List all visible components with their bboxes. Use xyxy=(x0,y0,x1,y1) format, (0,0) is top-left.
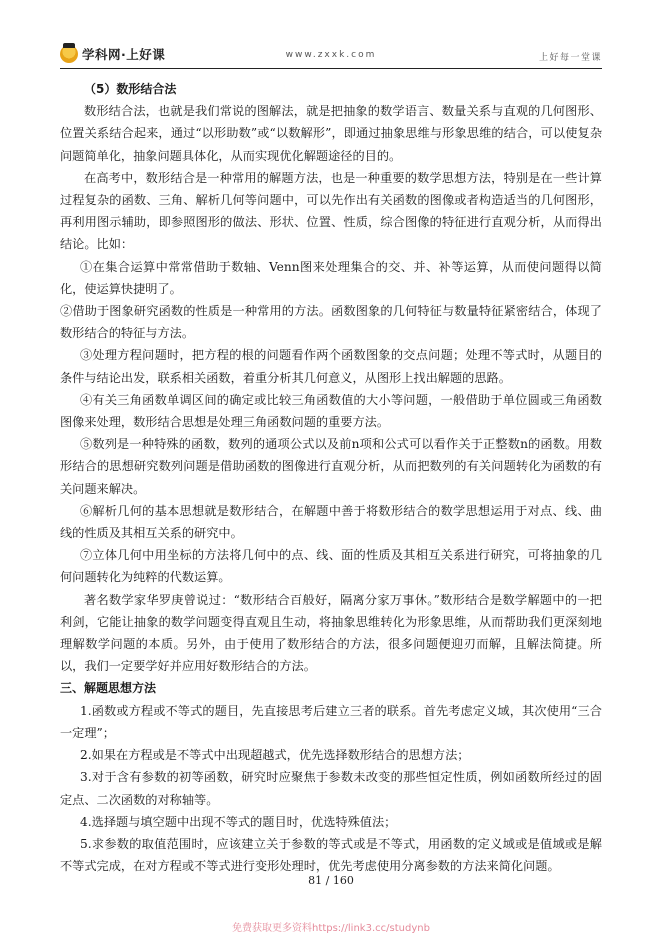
page-number: 81 / 160 xyxy=(308,874,354,887)
list-item: ①在集合运算中常常借助于数轴、Venn图来处理集合的交、并、补等运算，从而使问题得以简化，使运算快捷明了。 xyxy=(60,259,602,296)
header-slogan: 上好每一堂课 xyxy=(538,53,602,63)
tip-item: 4.选择题与填空题中出现不等式的题目时，优选特殊值法； xyxy=(80,814,397,829)
footer-link[interactable]: 免费获取更多资料https://link3.cc/studynb xyxy=(232,923,430,934)
tip-item: 1.函数或方程或不等式的题目，先直接思考后建立三者的联系。首先考虑定义域，其次使用“三合一定理”； xyxy=(60,703,602,740)
paragraph: 著名数学家华罗庚曾说过：“数形结合百般好，隔离分家万事休。”数形结合是数学解题中的一把利剑，它能让抽象的数学问题变得直观且生动，将抽象思维转化为形象思维，从而帮助我们更深刻地理解数学问题的本质。另外，由于使用了数形结合的方法，很多问题便迎刃而解，且解法简捷。所以，我们一定要学好并应用好数形结合的方法。 xyxy=(60,592,602,674)
tip-item: 5.求参数的取值范围时，应该建立关于参数的等式或是不等式，用函数的定义域或是值域或是解不等式完成，在对方程或不等式进行变形处理时，优先考虑使用分离参数的方法来简化问题。 xyxy=(60,836,602,874)
list-item: ③处理方程问题时，把方程的根的问题看作两个函数图象的交点问题；处理不等式时，从题目的条件与结论出发，联系相关函数，着重分析其几何意义，从图形上找出解题的思路。 xyxy=(60,348,602,385)
logo-text: 学科网·上好课 xyxy=(82,47,166,62)
site-url: www.zxxk.com xyxy=(285,50,377,60)
list-item: ⑦立体几何中用坐标的方法将几何中的点、线、面的性质及其相互关系进行研究，可将抽象的几何问题转化为纯粹的代数运算。 xyxy=(60,548,602,585)
section-heading: （5）数形结合法 xyxy=(84,82,177,96)
list-item: ⑥解析几何的基本思想就是数形结合，在解题中善于将数形结合的数学思想运用于对点、线、曲线的性质及其相互关系的研究中。 xyxy=(60,503,602,541)
paragraph: 在高考中，数形结合是一种常用的解题方法，也是一种重要的数学思想方法，特别是在一些计算过程复杂的函数、三角、解析几何等问题中，可以先作出有关函数的图像或者构造适当的几何图形，再利用图示辅助，即参照图形的做法、形状、位置、性质，综合图像的特征进行直观分析，从而得出结论。比如： xyxy=(60,170,602,252)
document-body xyxy=(60,78,602,877)
page-header xyxy=(60,42,602,69)
tip-item: 3.对于含有参数的初等函数，研究时应聚焦于参数未改变的那些恒定性质，例如函数所经过的固定点、二次函数的对称轴等。 xyxy=(60,770,602,807)
tip-item: 2.如果在方程或是不等式中出现超越式，优先选择数形结合的思想方法； xyxy=(80,748,470,763)
section-heading: 三、解题思想方法 xyxy=(60,681,157,696)
list-item: ⑤数列是一种特殊的函数，数列的通项公式以及前n项和公式可以看作关于正整数n的函数。用数形结合的思想研究数列问题是借助函数的图像进行直观分析，从而把数列的有关问题转化为函数的有关问题来解决。 xyxy=(60,437,602,496)
paragraph: 数形结合法，也就是我们常说的图解法，就是把抽象的数学语言、数量关系与直观的几何图形、位置关系结合起来，通过“以形助数”或“以数解形”，即通过抽象思维与形象思维的结合，可以使复杂问题简单化，抽象问题具体化，从而实现优化解题途径的目的。 xyxy=(60,104,602,163)
list-item: ④有关三角函数单调区间的确定或比较三角函数值的大小等问题，一般借助于单位圆或三角函数图像来处理，数形结合思想是处理三角函数问题的重要方法。 xyxy=(60,392,602,430)
list-item: ②借助于图象研究函数的性质是一种常用的方法。函数图象的几何特征与数量特征紧密结合，体现了数形结合的特征与方法。 xyxy=(60,304,602,341)
